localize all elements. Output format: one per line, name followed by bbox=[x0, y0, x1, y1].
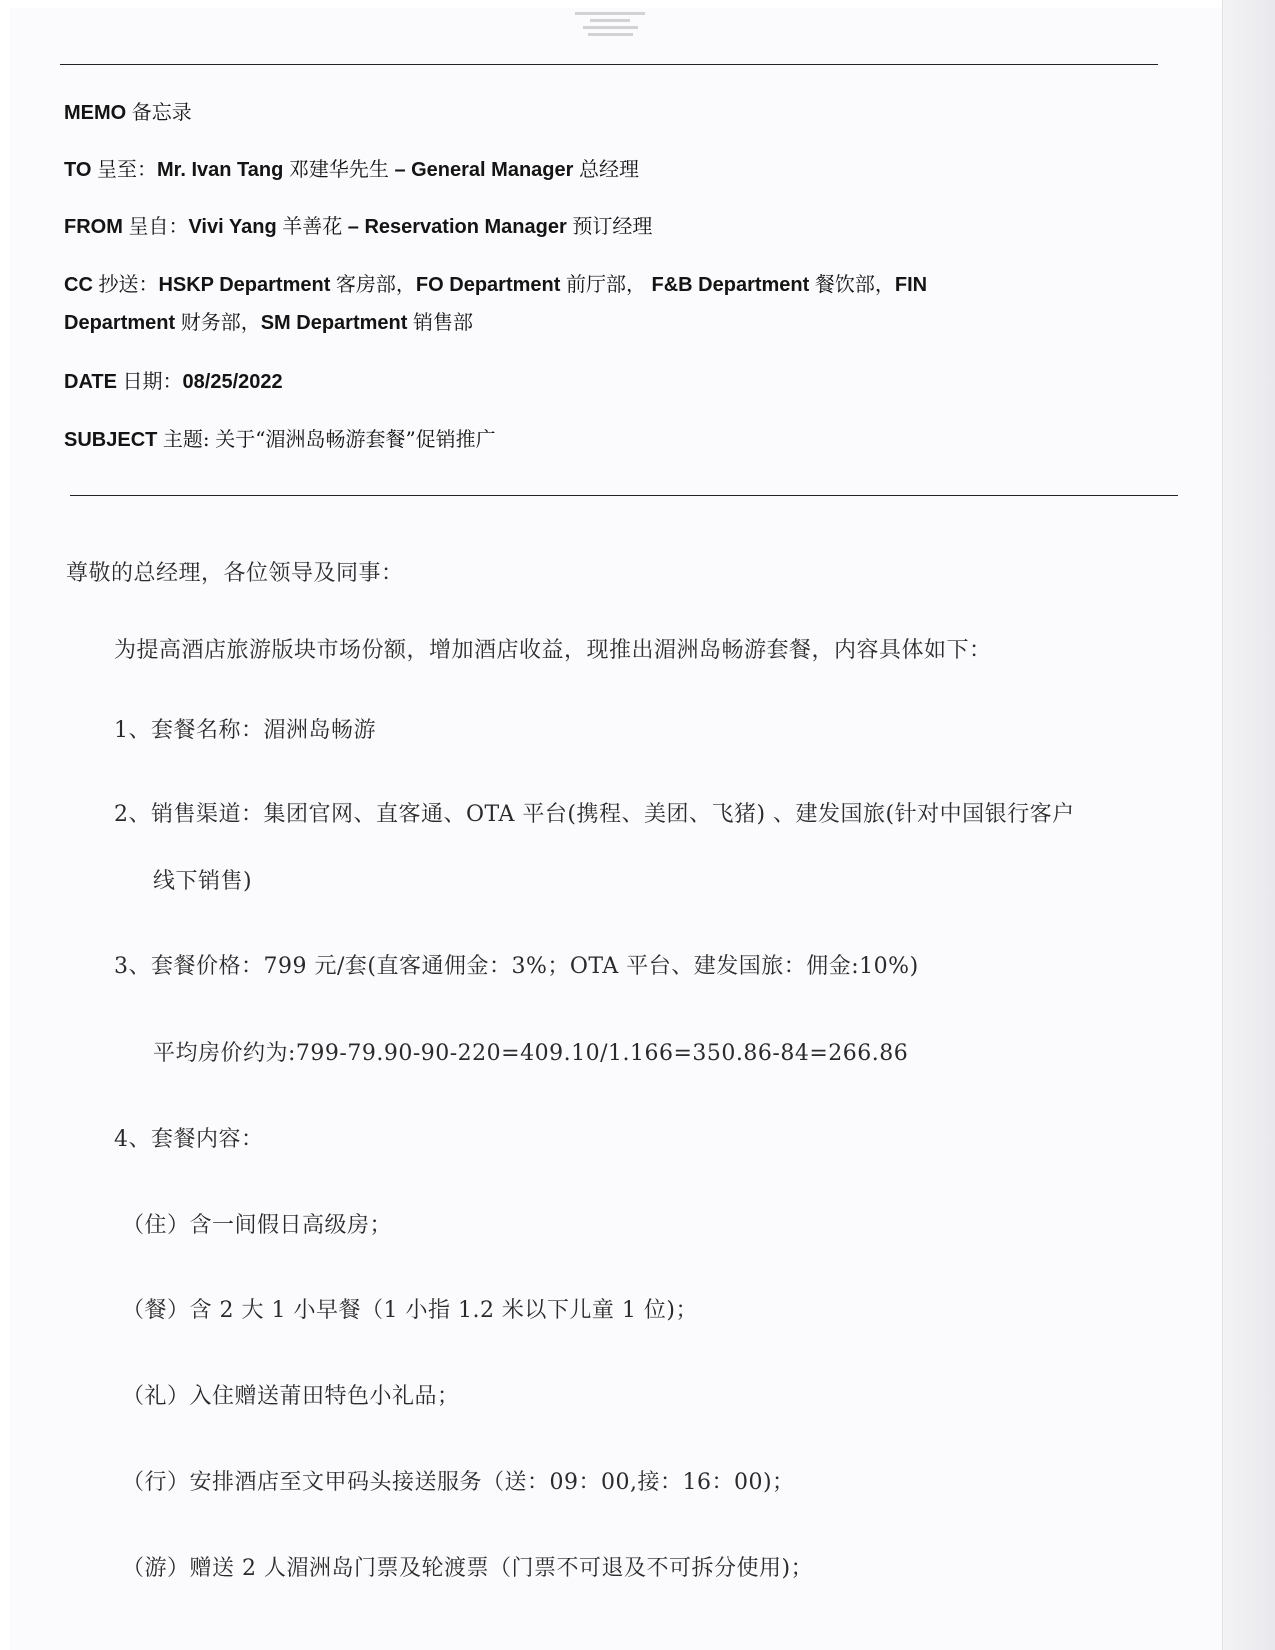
item-package-price: 3、套餐价格：799 元/套(直客通佣金：3%；OTA 平台、建发国旅：佣金:10%) bbox=[114, 954, 919, 979]
subject-label-cn: 主题: bbox=[162, 427, 210, 451]
cc-label-en: CC bbox=[64, 274, 93, 296]
subject-value: 关于“湄洲岛畅游套餐”促销推广 bbox=[215, 427, 496, 451]
from-label-en: FROM bbox=[64, 216, 123, 238]
date-label-en: DATE bbox=[64, 371, 117, 393]
memo-cc-line2 bbox=[64, 306, 473, 335]
memo-cc-line1 bbox=[64, 268, 927, 297]
from-role-en: – Reservation Manager bbox=[347, 216, 567, 238]
from-label-cn: 呈自： bbox=[128, 214, 189, 238]
date-label-cn: 日期： bbox=[122, 369, 183, 393]
memo-subject bbox=[64, 423, 496, 452]
content-meal: （餐）含 2 大 1 小早餐（1 小指 1.2 米以下儿童 1 位)； bbox=[122, 1298, 698, 1323]
greeting: 尊敬的总经理，各位领导及同事： bbox=[66, 561, 404, 586]
cc-fin-en-b: Department bbox=[64, 312, 176, 334]
cc-fo-cn: 前厅部， bbox=[565, 272, 646, 296]
memo-title-en: MEMO bbox=[64, 102, 127, 124]
to-label-en: TO bbox=[64, 159, 92, 181]
content-tour: （游）赠送 2 人湄洲岛门票及轮渡票（门票不可退及不可拆分使用)； bbox=[122, 1556, 814, 1581]
memo-title-cn: 备忘录 bbox=[131, 100, 192, 124]
memo-to bbox=[64, 153, 639, 182]
content-stay: （住）含一间假日高级房； bbox=[122, 1213, 393, 1238]
from-name-cn: 羊善花 bbox=[282, 214, 343, 238]
item-package-content: 4、套餐内容： bbox=[114, 1127, 264, 1152]
bottom-divider bbox=[70, 495, 1178, 496]
cc-fb-cn: 餐饮部， bbox=[814, 272, 895, 296]
cc-fo-en: FO Department bbox=[415, 274, 561, 296]
subject-label-en: SUBJECT bbox=[64, 429, 158, 451]
item-average-rate: 平均房价约为:799-79.90-90-220=409.10/1.166=350.86-84=266.86 bbox=[153, 1041, 909, 1066]
cc-hskp-en: HSKP Department bbox=[158, 274, 331, 296]
cc-fb-en: F&B Department bbox=[651, 274, 810, 296]
to-role-cn: 总经理 bbox=[578, 157, 639, 181]
memo-title bbox=[64, 96, 192, 125]
cc-sm-cn: 销售部 bbox=[412, 310, 473, 334]
page-edge-shadow bbox=[1222, 0, 1275, 1650]
to-label-cn: 呈至： bbox=[96, 157, 157, 181]
memo-date bbox=[64, 365, 283, 394]
from-name-en: Vivi Yang bbox=[188, 216, 277, 238]
to-name-cn: 邓建华先生 bbox=[288, 157, 389, 181]
cc-sm-en: SM Department bbox=[260, 312, 408, 334]
memo-from bbox=[64, 210, 652, 239]
cc-label-cn: 抄送： bbox=[98, 272, 159, 296]
date-value: 08/25/2022 bbox=[182, 371, 283, 393]
top-divider bbox=[60, 64, 1158, 65]
cc-hskp-cn: 客房部， bbox=[335, 272, 416, 296]
content-gift: （礼）入住赠送莆田特色小礼品； bbox=[122, 1384, 460, 1409]
item-package-name: 1、套餐名称：湄洲岛畅游 bbox=[114, 718, 376, 743]
cc-fin-cn: 财务部， bbox=[180, 310, 261, 334]
cc-fin-en-a: FIN bbox=[894, 274, 928, 296]
intro-paragraph: 为提高酒店旅游版块市场份额，增加酒店收益，现推出湄洲岛畅游套餐，内容具体如下： bbox=[114, 638, 992, 663]
from-role-cn: 预订经理 bbox=[572, 214, 653, 238]
item-sales-channels: 2、销售渠道：集团官网、直客通、OTA 平台(携程、美团、飞猪) 、建发国旅(针对中国银行客户 bbox=[114, 802, 1075, 827]
item-sales-channels-cont: 线下销售) bbox=[153, 869, 253, 894]
header-logo-stamp bbox=[560, 8, 660, 48]
content-transport: （行）安排酒店至文甲码头接送服务（送：09：00,接：16：00)； bbox=[122, 1470, 795, 1495]
to-role-en: – General Manager bbox=[394, 159, 574, 181]
to-name-en: Mr. Ivan Tang bbox=[156, 159, 284, 181]
